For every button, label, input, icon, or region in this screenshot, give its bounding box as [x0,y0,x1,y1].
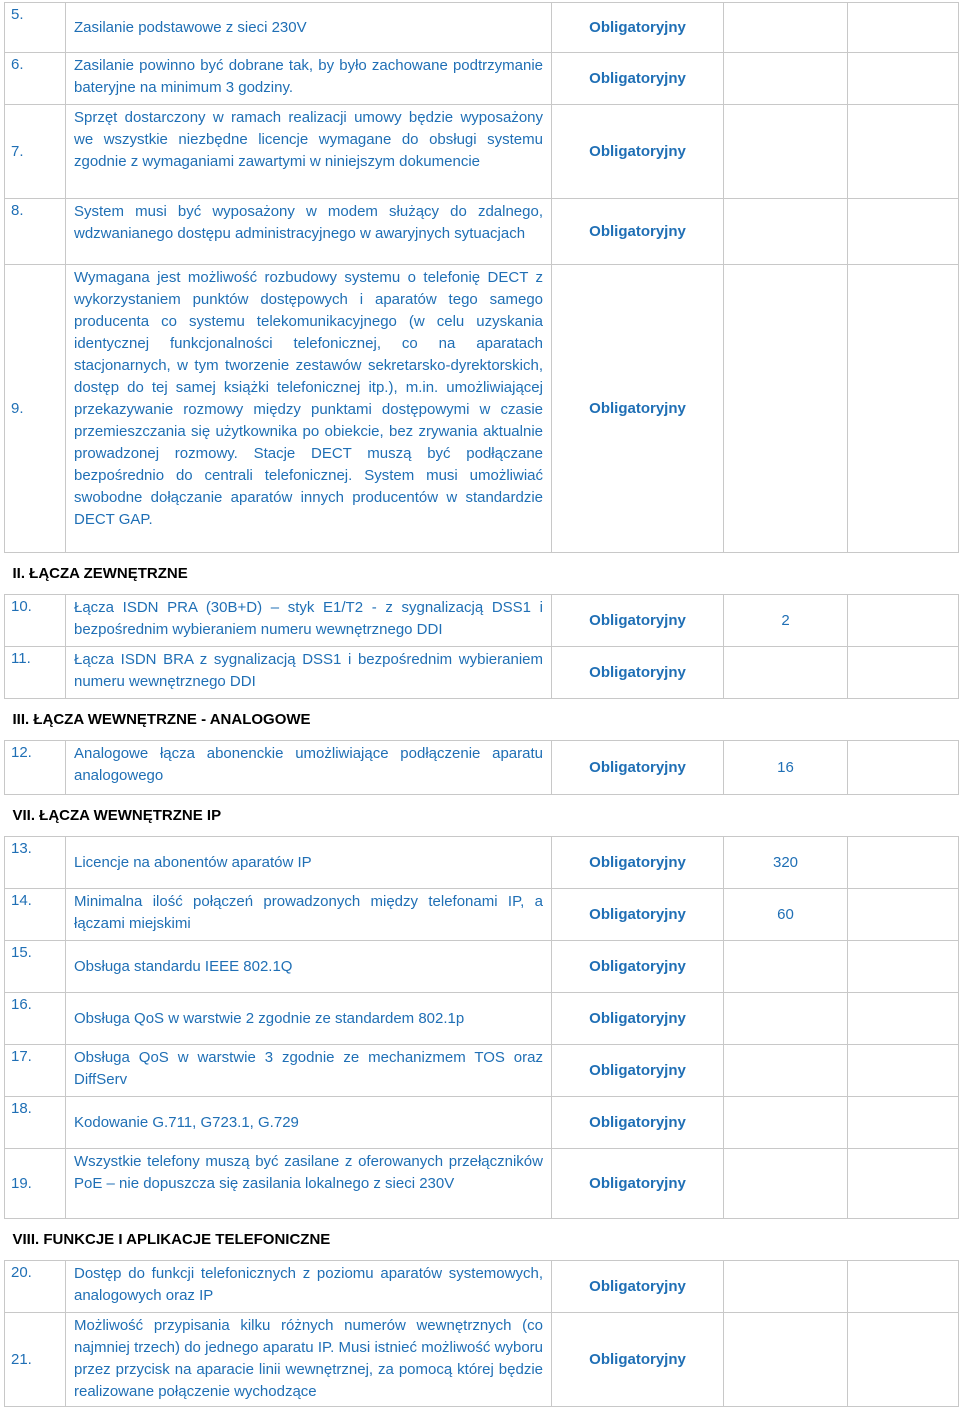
requirement-status: Obligatoryjny [552,1045,724,1097]
row-number: 7. [5,105,66,199]
row-number: 18. [5,1097,66,1149]
row-description: Zasilanie powinno być dobrane tak, by było zachowane podtrzymanie bateryjne na minimum 3 godziny. [66,53,552,105]
row-description: Licencje na abonentów aparatów IP [66,837,552,889]
table-row [5,941,959,993]
section-header-row [5,699,959,741]
row-quantity [724,1261,848,1313]
table-row [5,993,959,1045]
row-number: 11. [5,647,66,699]
table-row [5,199,959,265]
row-description: Łącza ISDN PRA (30B+D) – styk E1/T2 - z sygnalizacją DSS1 i bezpośrednim wybieraniem numeru wewnętrznego DDI [66,595,552,647]
table-row [5,3,959,53]
row-quantity [724,105,848,199]
row-extra-cell [848,1097,959,1149]
requirement-status: Obligatoryjny [552,837,724,889]
section-title: VIII. FUNKCJE I APLIKACJE TELEFONICZNE [5,1219,959,1261]
table-row [5,105,959,199]
row-number: 9. [5,265,66,553]
row-extra-cell [848,199,959,265]
row-quantity: 2 [724,595,848,647]
row-number: 12. [5,741,66,795]
row-quantity [724,53,848,105]
row-description: Obsługa standardu IEEE 802.1Q [66,941,552,993]
requirement-status: Obligatoryjny [552,595,724,647]
section-title: VII. ŁĄCZA WEWNĘTRZNE IP [5,795,959,837]
row-extra-cell [848,741,959,795]
row-description: System musi być wyposażony w modem służący do zdalnego, wdzwanianego dostępu administracyjnego w awaryjnych sytuacjach [66,199,552,265]
table-row [5,1097,959,1149]
row-extra-cell [848,889,959,941]
section-header-row [5,1219,959,1261]
requirement-status: Obligatoryjny [552,741,724,795]
row-number: 17. [5,1045,66,1097]
table-row [5,1261,959,1313]
row-quantity [724,1313,848,1407]
requirement-status: Obligatoryjny [552,265,724,553]
row-number: 14. [5,889,66,941]
section-title: III. ŁĄCZA WEWNĘTRZNE - ANALOGOWE [5,699,959,741]
row-number: 8. [5,199,66,265]
row-description: Obsługa QoS w warstwie 3 zgodnie ze mechanizmem TOS oraz DiffServ [66,1045,552,1097]
section-title: II. ŁĄCZA ZEWNĘTRZNE [5,553,959,595]
table-row [5,741,959,795]
row-quantity: 60 [724,889,848,941]
row-description: Kodowanie G.711, G723.1, G.729 [66,1097,552,1149]
row-number: 19. [5,1149,66,1219]
table-row [5,595,959,647]
requirement-status: Obligatoryjny [552,993,724,1045]
row-extra-cell [848,1261,959,1313]
row-extra-cell [848,3,959,53]
row-number: 10. [5,595,66,647]
row-extra-cell [848,595,959,647]
row-extra-cell [848,837,959,889]
requirement-status: Obligatoryjny [552,53,724,105]
row-quantity [724,199,848,265]
row-description: Zasilanie podstawowe z sieci 230V [66,3,552,53]
row-quantity: 16 [724,741,848,795]
row-description: Sprzęt dostarczony w ramach realizacji umowy będzie wyposażony we wszystkie niezbędne licencje wymagane do obsługi systemu zgodnie z wymaganiami zawartymi w niniejszym dokumencie [66,105,552,199]
row-extra-cell [848,1313,959,1407]
row-description: Możliwość przypisania kilku różnych numerów wewnętrznych (co najmniej trzech) do jednego aparatu IP. Musi istnieć możliwość wyboru przez przycisk na aparacie linii wewnętrznej, za pomocą której będzie realizowane połączenie wychodzące [66,1313,552,1407]
row-extra-cell [848,53,959,105]
requirement-status: Obligatoryjny [552,1261,724,1313]
table-row [5,1313,959,1407]
table-row [5,1045,959,1097]
table-row [5,889,959,941]
table-row [5,1149,959,1219]
requirement-status: Obligatoryjny [552,647,724,699]
row-quantity [724,265,848,553]
row-description: Analogowe łącza abonenckie umożliwiające podłączenie aparatu analogowego [66,741,552,795]
row-description: Wymagana jest możliwość rozbudowy systemu o telefonię DECT z wykorzystaniem punktów dostępowych i aparatów tego samego producenta co systemu telekomunikacyjnego (w celu uzyskania identycznej funkcjonalności telefonicznej, co na aparatach stacjonarnych, w tym tworzenie zestawów sekretarsko-dyrektorskich, dostęp do tej samej książki telefonicznej itp.), m.in. umożliwiającej przekazywanie rozmowy między punktami dostępowymi w czasie przemieszczania się użytkownika po obiekcie, bez zrywania aktualnie prowadzonej rozmowy. Stacje DECT muszą być podłączane bezpośrednio do centrali telefonicznej. System musi umożliwiać swobodne dołączanie aparatów innych producentów w standardzie DECT GAP. [66,265,552,553]
row-description: Minimalna ilość połączeń prowadzonych między telefonami IP, a łączami miejskimi [66,889,552,941]
section-header-row [5,795,959,837]
row-description: Dostęp do funkcji telefonicznych z poziomu aparatów systemowych, analogowych oraz IP [66,1261,552,1313]
row-description: Łącza ISDN BRA z sygnalizacją DSS1 i bezpośrednim wybieraniem numeru wewnętrznego DDI [66,647,552,699]
section-header-row [5,553,959,595]
requirement-status: Obligatoryjny [552,1313,724,1407]
row-extra-cell [848,1149,959,1219]
row-extra-cell [848,647,959,699]
requirements-table [4,2,959,1407]
row-quantity [724,1045,848,1097]
row-extra-cell [848,105,959,199]
requirement-status: Obligatoryjny [552,1149,724,1219]
row-number: 21. [5,1313,66,1407]
requirement-status: Obligatoryjny [552,941,724,993]
requirement-status: Obligatoryjny [552,1097,724,1149]
row-description: Obsługa QoS w warstwie 2 zgodnie ze standardem 802.1p [66,993,552,1045]
row-extra-cell [848,1045,959,1097]
table-row [5,647,959,699]
requirement-status: Obligatoryjny [552,199,724,265]
table-row [5,53,959,105]
row-extra-cell [848,941,959,993]
row-number: 13. [5,837,66,889]
row-number: 5. [5,3,66,53]
row-number: 6. [5,53,66,105]
requirement-status: Obligatoryjny [552,105,724,199]
row-extra-cell [848,265,959,553]
requirement-status: Obligatoryjny [552,3,724,53]
requirement-status: Obligatoryjny [552,889,724,941]
table-row [5,265,959,553]
row-quantity [724,1097,848,1149]
row-quantity [724,993,848,1045]
row-number: 15. [5,941,66,993]
row-extra-cell [848,993,959,1045]
row-quantity [724,941,848,993]
table-row [5,837,959,889]
row-quantity [724,3,848,53]
row-number: 16. [5,993,66,1045]
row-quantity: 320 [724,837,848,889]
row-quantity [724,1149,848,1219]
row-description: Wszystkie telefony muszą być zasilane z oferowanych przełączników PoE – nie dopuszcza się zasilania lokalnego z sieci 230V [66,1149,552,1219]
row-quantity [724,647,848,699]
row-number: 20. [5,1261,66,1313]
